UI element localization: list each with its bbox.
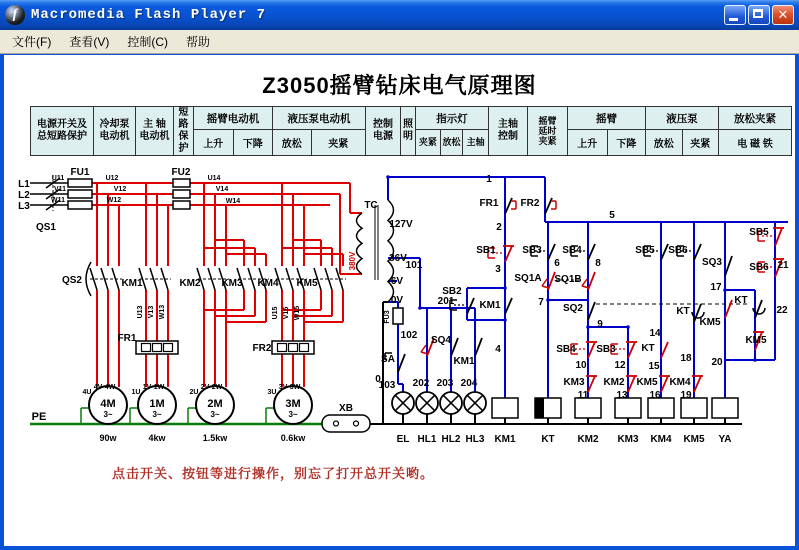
schematic-label: 1.5kw [202,433,228,443]
connector-xb [322,415,370,432]
schematic-label: KM2 [603,377,625,388]
table-group-header: 指示灯 [416,107,488,130]
schematic-label: 204 [460,378,478,389]
schematic-label: U14 [207,175,221,182]
function-table-column-1: 冷却泵 电动机 [94,107,136,155]
schematic-label: HL1 [417,434,437,445]
schematic-label: V12 [113,186,127,193]
schematic-label: 16 [649,390,661,401]
schematic-label: 11 [577,390,589,401]
schematic-label: 2 [496,222,502,233]
schematic-label: 17 [710,282,722,293]
schematic-label: HL2 [441,434,461,445]
schematic-label: 10 [575,360,587,371]
schematic-label: 3~ [210,410,220,419]
schematic-label: FU2 [171,167,191,178]
schematic-label: 2V [200,384,210,391]
schematic-label: KM2 [179,278,201,289]
schematic-label: KM1 [479,300,501,311]
table-sub-cell: 上升 [568,130,608,155]
table-sub-cell: 放松 [646,130,683,155]
table-sub-cell: 下降 [616,139,637,150]
schematic-label: YA [718,434,732,445]
km5-aux-contact [725,300,732,318]
schematic-label: FU1 [70,167,90,178]
schematic-label: 6 [554,258,560,269]
schematic-label: 90w [99,433,117,443]
window-title: Macromedia Flash Player 7 [31,7,267,23]
schematic-label: SB3 [522,245,542,256]
schematic-label: 7 [538,297,544,308]
schematic-label: KM3 [617,434,639,445]
schematic-label: TC [364,200,378,211]
schematic-label: 2W [211,384,223,391]
schematic-label: 22 [776,305,788,316]
schematic-label: SB1 [476,245,496,256]
function-table-column-7: 照 明 [401,107,416,155]
menu-item-1[interactable]: 查看(V) [69,35,110,49]
schematic-label: KT [676,306,690,317]
schematic-label: U11 [51,175,65,182]
schematic-label: 2M [207,398,223,410]
schematic-label: 15 [648,361,660,372]
schematic-label: 3W [289,384,301,391]
schematic-label: 8 [595,258,601,269]
schematic-label: L2 [18,190,30,201]
fr2-contact [545,198,556,214]
schematic-label: KM2 [577,434,599,445]
schematic-label: KM5 [745,335,767,346]
schematic-label: QS2 [61,275,83,286]
schematic-label: 4U [82,389,92,396]
schematic-label: 1U [131,389,141,396]
schematic-label: W13 [159,304,166,320]
schematic-label: FR1 [117,333,137,344]
schematic-label: W14 [225,198,241,205]
coil-km1 [492,398,518,418]
schematic-label: 0.6kw [280,433,306,443]
flash-app-icon: f [5,5,25,25]
schematic-label: KM1 [121,278,143,289]
instruction-note: 点击开关、按钮等进行操作，别忘了打开总开关哟。 [112,466,435,481]
schematic-label: SQ1A [514,273,542,284]
schematic-label: U13 [137,305,144,319]
table-group-header: 液压泵电动机 [273,107,365,130]
schematic-label: 3~ [103,410,113,419]
schematic-label: 4V [93,384,103,391]
schematic-label: FU3 [384,310,391,324]
menu-item-2[interactable]: 控制(C) [127,35,168,49]
function-table-column-6: 控制 电源 [366,107,401,155]
coil-km4 [648,398,674,418]
close-button[interactable]: ✕ [772,5,794,25]
schematic-label: 102 [400,330,418,341]
schematic-label: KM3 [563,377,585,388]
schematic-label: 1 [486,174,492,185]
schematic-label: FR2 [252,343,272,354]
schematic-label: SB4 [556,344,576,355]
schematic-label: 3M [285,398,301,410]
schematic-label: XB [339,403,353,414]
coil-km2 [575,398,601,418]
schematic-label: KM1 [494,434,516,445]
schematic-label: 1M [149,398,165,410]
schematic-label: SB4 [562,245,582,256]
schematic-label: SB5 [635,245,655,256]
schematic-label: 103 [378,380,396,391]
schematic-label: SB5 [749,227,769,238]
schematic-label: 14 [649,328,661,339]
table-sub-cell: 电 磁 铁 [737,139,773,150]
schematic-label: SQ2 [562,303,584,314]
schematic-label: KM4 [257,278,279,289]
schematic-label: KM4 [650,434,672,445]
schematic-label: 202 [412,378,430,389]
function-table-column-0: 电源开关及 总短路保护 [31,107,94,155]
schematic-label: 3 [495,264,501,275]
schematic-label: SQ4 [430,335,452,346]
table-sub-cell: 上升 [194,130,234,155]
schematic-label: 20 [711,357,723,368]
km1-seal-contact [505,298,512,314]
schematic-label: SQ3 [701,257,723,268]
schematic-label: SB3 [596,344,616,355]
function-table-column-10: 摇臂 延时 夹紧 [528,107,568,155]
schematic-label: 4W [104,384,116,391]
schematic-label: KM5 [636,377,658,388]
schematic-label: 13 [616,390,628,401]
schematic-label: U12 [105,175,119,182]
table-sub-cell: 下降 [242,139,263,150]
schematic-label: 201 [437,296,455,307]
schematic-label: KM5 [296,278,318,289]
schematic-label: 3U [267,389,277,396]
schematic-label: FR2 [520,198,540,209]
schematic-label: 1V [142,384,152,391]
schematic-label: 203 [436,378,454,389]
table-sub-cell: 放松 [273,130,312,155]
lamp-branch-contact [451,338,458,356]
schematic-label: 0 [375,374,381,385]
schematic-label: 6V [390,276,404,287]
km1-lamp-contact [475,338,482,356]
schematic-label: KT [641,343,655,354]
diagram-title: Z3050摇臂钻床电气原理图 [262,73,537,98]
schematic-label: 101 [405,260,423,271]
coil-km3 [615,398,641,418]
schematic-label: W11 [50,197,66,204]
schematic-label: 18 [680,353,692,364]
table-sub-cell: 夹 紧 [416,130,441,155]
schematic-label: 4M [100,398,116,410]
schematic-label: 3~ [288,410,298,419]
function-table-column-3: 短路 保护 [174,107,194,155]
schematic-label: U15 [272,306,279,320]
table-group-header: 液压泵 [646,107,718,130]
sq3-switch[interactable] [725,256,732,276]
coil-ya [712,398,738,418]
schematic-label: V14 [215,186,229,193]
coil-km5 [681,398,707,418]
schematic-label: QS1 [35,222,57,233]
table-group-header: 放松夹紧 [719,107,791,130]
schematic-label: SB2 [442,286,462,297]
sq2-switch[interactable] [588,302,595,320]
schematic-label: KT [734,295,748,306]
table-sub-cell: 夹紧 [690,139,711,150]
schematic-label: SB6 [749,262,769,273]
schematic-label: KM5 [699,317,721,328]
schematic-label: HL3 [465,434,485,445]
schematic-label: KT [541,434,555,445]
schematic-label: 0V [390,295,404,306]
schematic-label: KM4 [669,377,691,388]
schematic-label: SA [381,354,395,365]
schematic-label: 127V [389,219,413,230]
schematic-label: PE [31,411,47,423]
schematic-label: 3V [278,384,288,391]
schematic-label: 4 [495,344,501,355]
schematic-label: V15 [283,306,290,320]
schematic-label: 2U [189,389,199,396]
table-sub-cell: 主 轴 [466,137,485,147]
schematic-label: FR1 [479,198,499,209]
table-sub-cell: 放 松 [441,130,464,155]
kt-contact [661,342,668,358]
schematic-label: W12 [106,197,122,204]
table-group-header: 摇臂电动机 [194,107,272,130]
schematic-label: 380V [348,251,357,271]
table-sub-cell: 夹紧 [328,139,349,150]
schematic-label: SQ1B [554,274,582,285]
schematic-label: 19 [680,390,692,401]
schematic-label: KM1 [453,356,475,367]
schematic-label: KM3 [221,278,243,289]
schematic-label: V13 [148,305,155,319]
schematic-label: 3~ [152,410,162,419]
schematic-label: EL [396,434,410,445]
table-group-header: 摇臂 [568,107,645,130]
schematic-label: 5 [609,210,615,221]
menu-item-3[interactable]: 帮助 [186,35,211,49]
function-table-column-2: 主 轴 电动机 [136,107,174,155]
schematic-label: 21 [777,260,789,271]
schematic-label: 36V [389,253,407,264]
schematic-label: L3 [18,201,30,212]
schematic-label: 9 [597,319,603,330]
schematic-label: 12 [614,360,626,371]
schematic-label: 1W [153,384,165,391]
schematic-label: W15 [294,305,301,321]
schematic-label: KM5 [683,434,705,445]
fr1-contact [505,198,516,214]
function-table-column-9: 主轴 控制 [489,107,528,155]
schematic-label: L1 [18,179,30,190]
schematic-label: V11 [53,186,67,193]
schematic-label: 4kw [148,433,166,443]
schematic-label: SB6 [668,245,688,256]
menu-item-0[interactable]: 文件(F) [12,35,52,49]
